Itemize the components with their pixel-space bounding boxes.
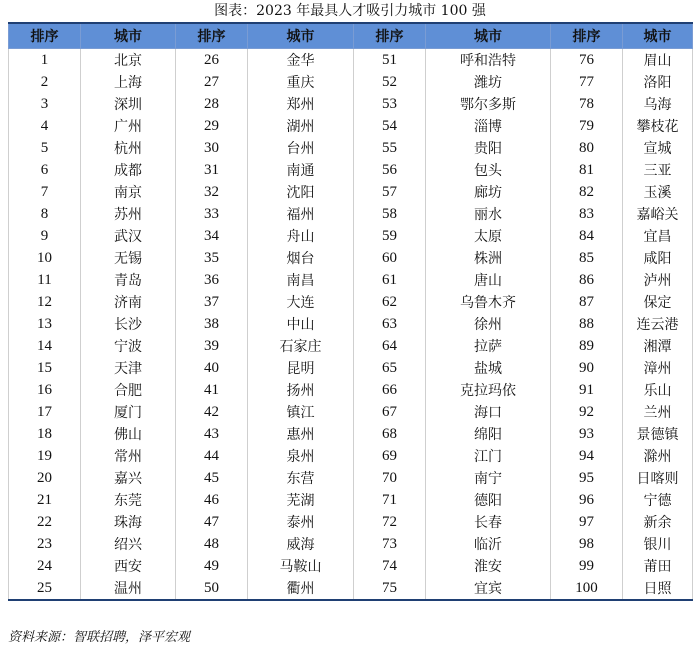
header-city: 城市 [248,23,354,49]
city-cell: 株洲 [426,247,551,269]
table-row [9,313,693,335]
city-cell: 日喀则 [623,467,693,489]
city-cell: 衢州 [248,577,354,600]
rank-cell: 32 [176,181,248,203]
rank-cell: 94 [551,445,623,467]
rank-cell: 54 [354,115,426,137]
city-cell: 宜昌 [623,225,693,247]
table-row [9,379,693,401]
city-cell: 江门 [426,445,551,467]
city-cell: 南昌 [248,269,354,291]
city-cell: 洛阳 [623,71,693,93]
city-cell: 镇江 [248,401,354,423]
rank-cell: 27 [176,71,248,93]
city-cell: 南宁 [426,467,551,489]
city-cell: 兰州 [623,401,693,423]
rank-cell: 10 [9,247,81,269]
rank-cell: 7 [9,181,81,203]
city-cell: 东营 [248,467,354,489]
city-cell: 宜宾 [426,577,551,600]
header-city: 城市 [623,23,693,49]
city-cell: 郑州 [248,93,354,115]
rank-cell: 77 [551,71,623,93]
rank-cell: 95 [551,467,623,489]
rank-cell: 47 [176,511,248,533]
city-cell: 南京 [81,181,176,203]
city-cell: 舟山 [248,225,354,247]
city-cell: 重庆 [248,71,354,93]
city-cell: 唐山 [426,269,551,291]
rank-cell: 44 [176,445,248,467]
rank-cell: 35 [176,247,248,269]
rank-cell: 6 [9,159,81,181]
city-cell: 银川 [623,533,693,555]
rank-cell: 46 [176,489,248,511]
rank-cell: 84 [551,225,623,247]
rank-cell: 53 [354,93,426,115]
rank-cell: 58 [354,203,426,225]
city-cell: 临沂 [426,533,551,555]
city-cell: 德阳 [426,489,551,511]
city-cell: 海口 [426,401,551,423]
rank-cell: 23 [9,533,81,555]
table-caption: 图表：2023 年最具人才吸引力城市 100 强 [214,3,486,19]
rank-cell: 40 [176,357,248,379]
city-cell: 泰州 [248,511,354,533]
table-row [9,269,693,291]
rank-cell: 14 [9,335,81,357]
city-cell: 威海 [248,533,354,555]
city-cell: 东莞 [81,489,176,511]
city-cell: 大连 [248,291,354,313]
rank-cell: 17 [9,401,81,423]
header-rank: 排序 [354,23,426,49]
rank-cell: 24 [9,555,81,577]
rank-cell: 37 [176,291,248,313]
rank-cell: 1 [9,49,81,72]
rank-cell: 74 [354,555,426,577]
city-cell: 佛山 [81,423,176,445]
rank-cell: 79 [551,115,623,137]
city-cell: 玉溪 [623,181,693,203]
city-cell: 上海 [81,71,176,93]
city-cell: 马鞍山 [248,555,354,577]
table-row [9,137,693,159]
rank-cell: 56 [354,159,426,181]
rank-cell: 49 [176,555,248,577]
city-cell: 广州 [81,115,176,137]
rank-cell: 100 [551,577,623,600]
rank-cell: 82 [551,181,623,203]
city-cell: 烟台 [248,247,354,269]
table-body [9,49,693,601]
table-row [9,115,693,137]
rank-cell: 97 [551,511,623,533]
city-cell: 温州 [81,577,176,600]
rank-cell: 2 [9,71,81,93]
city-cell: 绍兴 [81,533,176,555]
rank-cell: 70 [354,467,426,489]
city-cell: 乌海 [623,93,693,115]
table-row [9,247,693,269]
rank-cell: 36 [176,269,248,291]
rank-cell: 31 [176,159,248,181]
city-cell: 丽水 [426,203,551,225]
city-cell: 湘潭 [623,335,693,357]
city-cell: 新余 [623,511,693,533]
table-row [9,445,693,467]
city-cell: 攀枝花 [623,115,693,137]
rank-cell: 63 [354,313,426,335]
rank-cell: 62 [354,291,426,313]
rank-cell: 67 [354,401,426,423]
city-cell: 包头 [426,159,551,181]
city-cell: 深圳 [81,93,176,115]
rank-cell: 43 [176,423,248,445]
city-cell: 金华 [248,49,354,72]
table-row [9,49,693,72]
city-cell: 武汉 [81,225,176,247]
city-cell: 眉山 [623,49,693,72]
header-rank: 排序 [551,23,623,49]
rank-cell: 41 [176,379,248,401]
table-row [9,555,693,577]
city-cell: 呼和浩特 [426,49,551,72]
ranking-table [8,22,693,601]
city-cell: 克拉玛依 [426,379,551,401]
header-city: 城市 [81,23,176,49]
city-cell: 宁波 [81,335,176,357]
city-cell: 嘉兴 [81,467,176,489]
city-cell: 台州 [248,137,354,159]
city-cell: 南通 [248,159,354,181]
rank-cell: 38 [176,313,248,335]
rank-cell: 4 [9,115,81,137]
city-cell: 扬州 [248,379,354,401]
rank-cell: 90 [551,357,623,379]
rank-cell: 34 [176,225,248,247]
rank-cell: 80 [551,137,623,159]
rank-cell: 78 [551,93,623,115]
rank-cell: 13 [9,313,81,335]
table-row [9,467,693,489]
city-cell: 芜湖 [248,489,354,511]
rank-cell: 75 [354,577,426,600]
city-cell: 绵阳 [426,423,551,445]
rank-cell: 93 [551,423,623,445]
city-cell: 西安 [81,555,176,577]
city-cell: 太原 [426,225,551,247]
table-row [9,511,693,533]
table-row [9,357,693,379]
rank-cell: 57 [354,181,426,203]
table-row [9,203,693,225]
header-rank: 排序 [176,23,248,49]
city-cell: 贵阳 [426,137,551,159]
city-cell: 莆田 [623,555,693,577]
table-row [9,71,693,93]
rank-cell: 87 [551,291,623,313]
rank-cell: 81 [551,159,623,181]
city-cell: 徐州 [426,313,551,335]
city-cell: 三亚 [623,159,693,181]
rank-cell: 68 [354,423,426,445]
rank-cell: 20 [9,467,81,489]
rank-cell: 25 [9,577,81,600]
table-row [9,291,693,313]
city-cell: 廊坊 [426,181,551,203]
rank-cell: 22 [9,511,81,533]
rank-cell: 42 [176,401,248,423]
table-row [9,423,693,445]
table-row [9,93,693,115]
city-cell: 潍坊 [426,71,551,93]
city-cell: 鄂尔多斯 [426,93,551,115]
table-row [9,225,693,247]
city-cell: 泉州 [248,445,354,467]
rank-cell: 55 [354,137,426,159]
rank-cell: 48 [176,533,248,555]
city-cell: 合肥 [81,379,176,401]
source-note: 资料来源：智联招聘，泽平宏观 [8,630,191,645]
city-cell: 嘉峪关 [623,203,693,225]
rank-cell: 60 [354,247,426,269]
city-cell: 保定 [623,291,693,313]
header-row [9,23,693,49]
city-cell: 天津 [81,357,176,379]
rank-cell: 69 [354,445,426,467]
city-cell: 拉萨 [426,335,551,357]
city-cell: 日照 [623,577,693,600]
rank-cell: 33 [176,203,248,225]
rank-cell: 86 [551,269,623,291]
rank-cell: 11 [9,269,81,291]
city-cell: 湖州 [248,115,354,137]
rank-cell: 59 [354,225,426,247]
table-row [9,401,693,423]
rank-cell: 16 [9,379,81,401]
rank-cell: 99 [551,555,623,577]
rank-cell: 18 [9,423,81,445]
city-cell: 长春 [426,511,551,533]
city-cell: 中山 [248,313,354,335]
city-cell: 宁德 [623,489,693,511]
rank-cell: 45 [176,467,248,489]
city-cell: 淄博 [426,115,551,137]
rank-cell: 72 [354,511,426,533]
header-rank: 排序 [9,23,81,49]
rank-cell: 28 [176,93,248,115]
rank-cell: 91 [551,379,623,401]
rank-cell: 89 [551,335,623,357]
city-cell: 福州 [248,203,354,225]
city-cell: 盐城 [426,357,551,379]
city-cell: 沈阳 [248,181,354,203]
city-cell: 泸州 [623,269,693,291]
rank-cell: 15 [9,357,81,379]
rank-cell: 51 [354,49,426,72]
rank-cell: 66 [354,379,426,401]
rank-cell: 3 [9,93,81,115]
table-row [9,181,693,203]
table-row [9,159,693,181]
table-row [9,489,693,511]
rank-cell: 30 [176,137,248,159]
rank-cell: 12 [9,291,81,313]
city-cell: 珠海 [81,511,176,533]
city-cell: 乐山 [623,379,693,401]
header-city: 城市 [426,23,551,49]
city-cell: 惠州 [248,423,354,445]
rank-cell: 92 [551,401,623,423]
city-cell: 漳州 [623,357,693,379]
rank-cell: 5 [9,137,81,159]
rank-cell: 83 [551,203,623,225]
rank-cell: 65 [354,357,426,379]
city-cell: 石家庄 [248,335,354,357]
rank-cell: 19 [9,445,81,467]
city-cell: 连云港 [623,313,693,335]
city-cell: 滁州 [623,445,693,467]
rank-cell: 96 [551,489,623,511]
city-cell: 成都 [81,159,176,181]
table-row [9,533,693,555]
rank-cell: 71 [354,489,426,511]
city-cell: 昆明 [248,357,354,379]
rank-cell: 29 [176,115,248,137]
city-cell: 乌鲁木齐 [426,291,551,313]
rank-cell: 88 [551,313,623,335]
rank-cell: 50 [176,577,248,600]
city-cell: 苏州 [81,203,176,225]
rank-cell: 64 [354,335,426,357]
rank-cell: 85 [551,247,623,269]
city-cell: 济南 [81,291,176,313]
rank-cell: 8 [9,203,81,225]
city-cell: 厦门 [81,401,176,423]
city-cell: 宣城 [623,137,693,159]
city-cell: 北京 [81,49,176,72]
rank-cell: 39 [176,335,248,357]
city-cell: 景德镇 [623,423,693,445]
table-row [9,577,693,600]
rank-cell: 73 [354,533,426,555]
rank-cell: 26 [176,49,248,72]
rank-cell: 52 [354,71,426,93]
rank-cell: 76 [551,49,623,72]
rank-cell: 98 [551,533,623,555]
city-cell: 咸阳 [623,247,693,269]
table-row [9,335,693,357]
city-cell: 无锡 [81,247,176,269]
rank-cell: 9 [9,225,81,247]
city-cell: 杭州 [81,137,176,159]
city-cell: 长沙 [81,313,176,335]
rank-cell: 61 [354,269,426,291]
rank-cell: 21 [9,489,81,511]
city-cell: 青岛 [81,269,176,291]
city-cell: 常州 [81,445,176,467]
city-cell: 淮安 [426,555,551,577]
